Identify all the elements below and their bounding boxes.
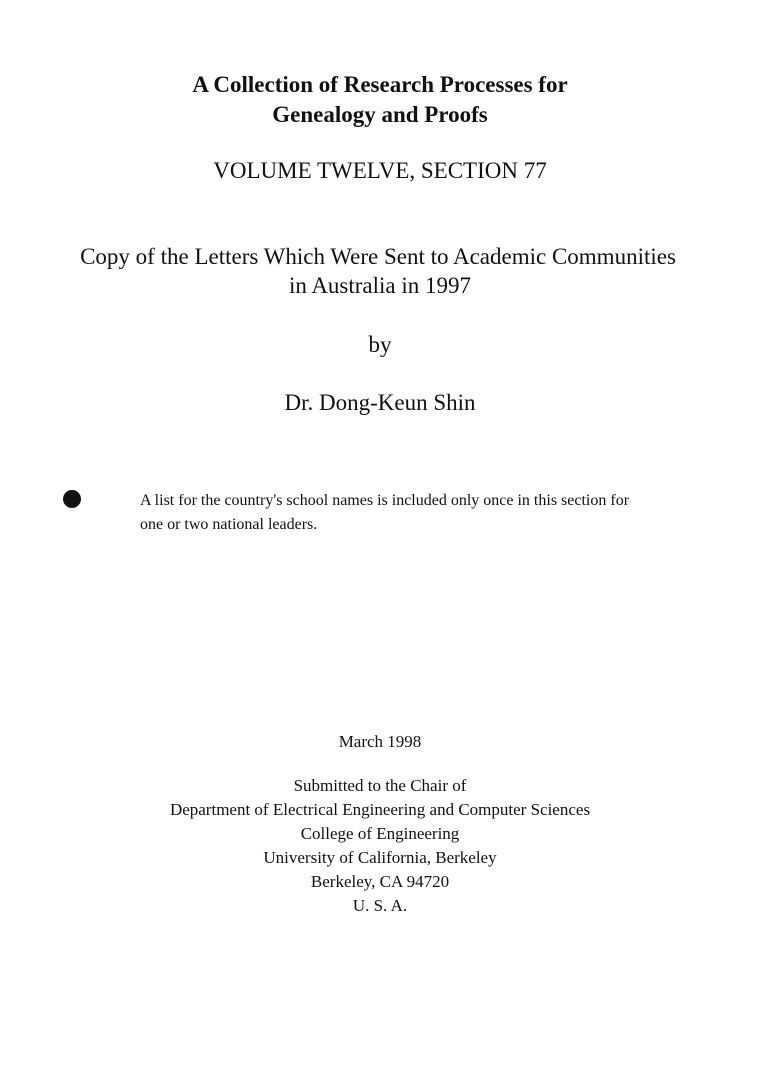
by-label: by	[368, 332, 392, 357]
document-title-line-2: Genealogy and Proofs	[272, 102, 488, 127]
publication-date: March 1998	[338, 732, 422, 751]
note-paragraph	[140, 489, 730, 537]
bullet-dot-icon	[63, 490, 81, 508]
submission-line-1: Submitted to the Chair of	[293, 776, 467, 795]
subtitle-line-1: Copy of the Letters Which Were Sent to Academic Communities	[80, 244, 676, 269]
submission-line-3: College of Engineering	[300, 824, 460, 843]
note-line-2: one or two national leaders.	[140, 516, 318, 533]
document-title-line-1: A Collection of Research Processes for	[192, 72, 568, 97]
volume-section-heading: VOLUME TWELVE, SECTION 77	[213, 158, 547, 183]
note-line-1: A list for the country's school names is included only once in this section for	[140, 492, 630, 509]
submission-line-2: Department of Electrical Engineering and Computer Sciences	[169, 800, 591, 819]
author-name: Dr. Dong-Keun Shin	[284, 390, 476, 415]
submission-line-5: Berkeley, CA 94720	[310, 872, 450, 891]
submission-line-6: U. S. A.	[352, 896, 408, 915]
subtitle-line-2: in Australia in 1997	[288, 273, 472, 298]
submission-line-4: University of California, Berkeley	[263, 848, 497, 867]
